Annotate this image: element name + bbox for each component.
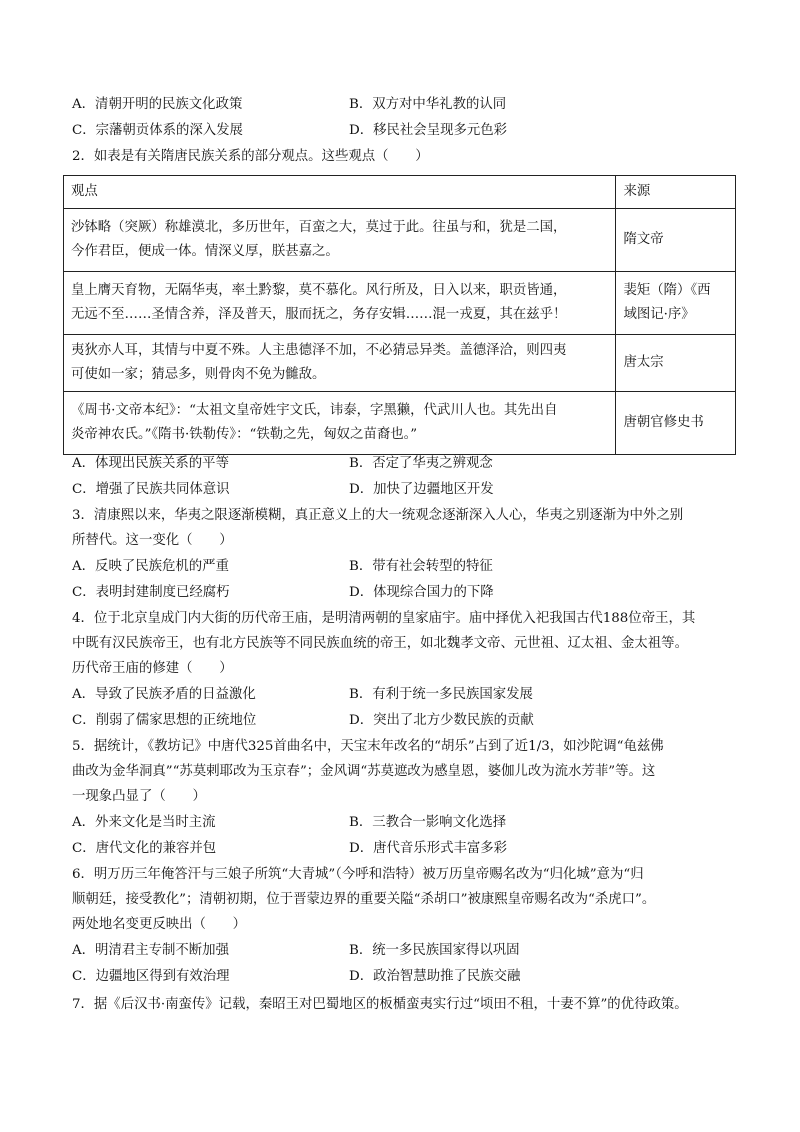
table-row (64, 272, 736, 335)
q5-option-c: C．唐代文化的兼容并包 (72, 841, 217, 856)
row-view (64, 272, 616, 335)
q2-option-d: D．加快了边疆地区开发 (349, 482, 494, 497)
q6-option-b: B．统一多民族国家得以巩固 (349, 943, 520, 958)
q1-option-a: A．清朝开明的民族文化政策 (72, 97, 243, 112)
row-view (64, 335, 616, 392)
q3-option-c: C．表明封建制度已经腐朽 (72, 585, 230, 600)
q4-option-d: D．突出了北方少数民族的贡献 (349, 713, 534, 728)
q6-stem-line3: 两处地名变更反映出（ ） (72, 917, 247, 932)
row-view-line: 夷狄亦人耳，其情与中夏不殊。人主患德泽不加，不必猜忌异类。盖德泽洽，则四夷 (71, 343, 567, 358)
q5-option-d: D．唐代音乐形式丰富多彩 (349, 841, 508, 856)
q3-option-d: D．体现综合国力的下降 (349, 585, 494, 600)
row-source (616, 209, 736, 272)
row-source (616, 392, 736, 455)
header-source: 来源 (616, 176, 736, 209)
row-view-line: 《周书·文帝本纪》：“太祖文皇帝姓宇文氏，讳泰，字黑獭，代武川人也。其先出自 (71, 403, 558, 418)
q6-stem-line1: 6．明万历三年俺答汗与三娘子所筑“大青城”（今呼和浩特）被万历皇帝赐名改为“归化城”意为“归 (72, 867, 644, 882)
q6-option-a: A．明清君主专制不断加强 (72, 943, 229, 958)
q4-stem-line3: 历代帝王庙的修建（ ） (72, 661, 233, 676)
q3-option-b: B．带有社会转型的特征 (349, 559, 493, 574)
q4-option-b: B．有利于统一多民族国家发展 (349, 687, 533, 702)
q3-stem-line1: 3．清康熙以来，华夷之限逐渐模糊，真正意义上的大一统观念逐渐深入人心，华夷之别逐渐为中外之别 (72, 508, 684, 523)
q1-option-d: D．移民社会呈现多元色彩 (349, 123, 508, 138)
table-row (64, 335, 736, 392)
table-row (64, 392, 736, 455)
q6-stem-line2: 顺朝廷，接受教化”；清朝初期，位于晋蒙边界的重要关隘“杀胡口”被康熙皇帝赐名改为“杀虎口”。 (72, 892, 656, 907)
row-source (616, 272, 736, 335)
q4-stem-line1: 4．位于北京皇成门内大街的历代帝王庙，是明清两朝的皇家庙宇。庙中择优入祀我国古代188位帝王，其 (72, 611, 696, 626)
q4-option-c: C．削弱了儒家思想的正统地位 (72, 713, 257, 728)
q6-option-d: D．政治智慧助推了民族交融 (349, 969, 521, 984)
q3-option-a: A．反映了民族危机的严重 (72, 559, 229, 574)
q2-stem: 2．如表是有关隋唐民族关系的部分观点。这些观点（ ） (72, 149, 429, 164)
q3-stem-line2: 所替代。这一变化（ ） (72, 533, 233, 548)
q4-option-a: A．导致了民族矛盾的日益激化 (72, 687, 256, 702)
q1-option-c: C．宗藩朝贡体系的深入发展 (72, 123, 243, 138)
row-source (616, 335, 736, 392)
table-header-row (64, 176, 736, 209)
q5-option-a: A．外来文化是当时主流 (72, 815, 216, 830)
q2-viewpoint-table (63, 175, 736, 455)
row-source-line: 唐朝官修史书 (623, 415, 704, 430)
row-source-line: 隋文帝 (623, 232, 664, 247)
row-source-line: 裴矩（隋）《西 (623, 283, 711, 298)
row-view-line: 沙钵略（突厥）称雄漠北，多历世年，百蛮之大，莫过于此。往虽与和，犹是二国， (71, 220, 567, 235)
q4-stem-line2: 中既有汉民族帝王，也有北方民族等不同民族血统的帝王，如北魏孝文帝、元世祖、辽太祖、金太祖等。 (72, 636, 688, 651)
row-view-line: 今作君臣，便成一体。情深义厚，朕甚嘉之。 (71, 244, 339, 259)
row-source-line: 域图记·序》 (623, 307, 695, 322)
q6-option-c: C．边疆地区得到有效治理 (72, 969, 230, 984)
row-view-line: 炎帝神农氏。”《隋书·铁勒传》：“铁勒之先，匈奴之苗裔也。” (71, 427, 418, 442)
row-view (64, 392, 616, 455)
row-source-line: 唐太宗 (623, 355, 664, 370)
row-view-line: 可使如一家；猜忌多，则骨肉不免为雠敌。 (71, 367, 326, 382)
row-view (64, 209, 616, 272)
header-view: 观点 (64, 176, 616, 209)
row-view-line: 无远不至……圣情含养，泽及普天，服而抚之，务存安辑……混一戎夏，其在兹乎！ (71, 307, 567, 322)
q2-option-c: C．增强了民族共同体意识 (72, 482, 230, 497)
q1-option-b: B．双方对中华礼教的认同 (349, 97, 507, 112)
q2-option-b: B．否定了华夷之辨观念 (349, 456, 493, 471)
q2-option-a: A．体现出民族关系的平等 (72, 456, 229, 471)
q5-stem-line1: 5．据统计，《教坊记》中唐代325首曲名中，天宝末年改名的“胡乐”占到了近1/3，如沙陀调“龟兹佛 (72, 739, 664, 754)
q5-stem-line3: 一现象凸显了（ ） (72, 789, 206, 804)
q7-stem-line1: 7．据《后汉书·南蛮传》记载，秦昭王对巴蜀地区的板楯蛮夷实行过“顷田不租，十妻不算”的优待政策。 (72, 997, 688, 1012)
table-row (64, 209, 736, 272)
q5-stem-line2: 曲改为金华洞真”“苏莫剌耶改为玉京春”；金风调“苏莫遮改为感皇恩，婆伽儿改为流水芳菲”等。这 (72, 764, 656, 779)
q5-option-b: B．三教合一影响文化选择 (349, 815, 507, 830)
row-view-line: 皇上膺天育物，无隔华夷，率土黔黎，莫不慕化。风行所及，日入以来，职贡皆通， (71, 283, 567, 298)
